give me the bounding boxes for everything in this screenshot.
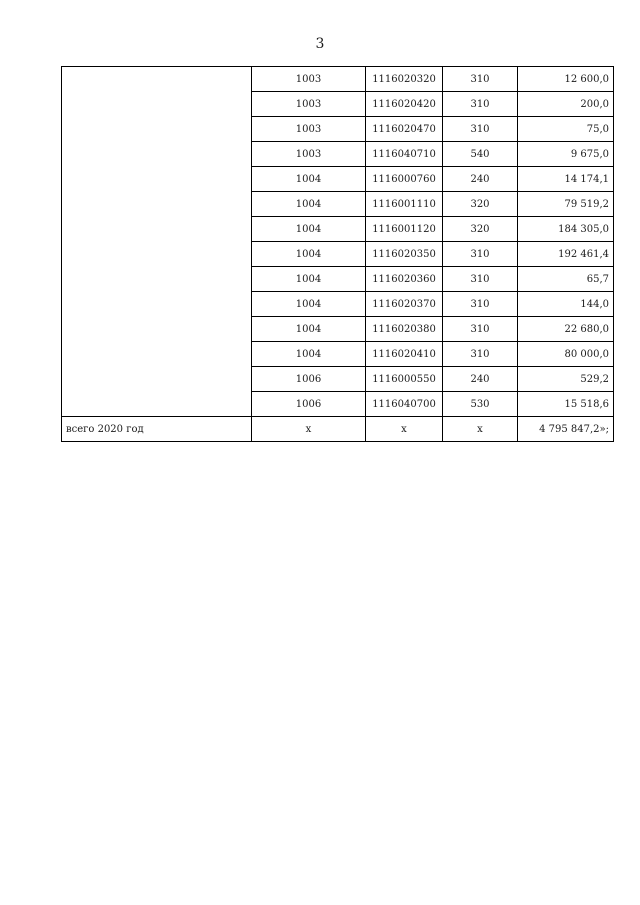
amount-cell: 75,0 xyxy=(518,117,614,142)
section-code-cell: 1004 xyxy=(252,342,366,367)
target-article-cell: 1116040700 xyxy=(366,392,443,417)
target-article-cell: 1116020370 xyxy=(366,292,443,317)
amount-cell: 14 174,1 xyxy=(518,167,614,192)
expense-type-cell: 310 xyxy=(443,242,518,267)
section-code-cell: 1003 xyxy=(252,67,366,92)
target-article-cell: 1116020470 xyxy=(366,117,443,142)
target-article-cell: 1116000760 xyxy=(366,167,443,192)
expense-type-cell: 310 xyxy=(443,267,518,292)
section-code-cell: 1004 xyxy=(252,242,366,267)
amount-cell: 529,2 xyxy=(518,367,614,392)
recipient-name-cell xyxy=(62,67,252,417)
section-code-cell: 1003 xyxy=(252,142,366,167)
page-number: 3 xyxy=(315,36,325,52)
expense-type-cell: 310 xyxy=(443,292,518,317)
amount-cell: 192 461,4 xyxy=(518,242,614,267)
section-code-cell: 1006 xyxy=(252,367,366,392)
target-article-cell: 1116020320 xyxy=(366,67,443,92)
total-expense-type-cell: х xyxy=(443,417,518,442)
expense-type-cell: 530 xyxy=(443,392,518,417)
section-code-cell: 1004 xyxy=(252,267,366,292)
amount-cell: 184 305,0 xyxy=(518,217,614,242)
expense-type-cell: 310 xyxy=(443,342,518,367)
table-body xyxy=(62,67,614,442)
amount-cell: 200,0 xyxy=(518,92,614,117)
total-row xyxy=(62,417,614,442)
target-article-cell: 1116020420 xyxy=(366,92,443,117)
expense-type-cell: 240 xyxy=(443,167,518,192)
total-section-cell: х xyxy=(252,417,366,442)
expense-type-cell: 540 xyxy=(443,142,518,167)
section-code-cell: 1004 xyxy=(252,292,366,317)
amount-cell: 9 675,0 xyxy=(518,142,614,167)
target-article-cell: 1116000550 xyxy=(366,367,443,392)
section-code-cell: 1003 xyxy=(252,117,366,142)
section-code-cell: 1004 xyxy=(252,192,366,217)
amount-cell: 12 600,0 xyxy=(518,67,614,92)
total-article-cell: х xyxy=(366,417,443,442)
amount-cell: 22 680,0 xyxy=(518,317,614,342)
table-row xyxy=(62,67,614,92)
expense-type-cell: 310 xyxy=(443,92,518,117)
target-article-cell: 1116020410 xyxy=(366,342,443,367)
expense-type-cell: 310 xyxy=(443,67,518,92)
total-amount-cell: 4 795 847,2»; xyxy=(518,417,614,442)
amount-cell: 80 000,0 xyxy=(518,342,614,367)
budget-table xyxy=(61,66,614,442)
expense-type-cell: 320 xyxy=(443,217,518,242)
target-article-cell: 1116001110 xyxy=(366,192,443,217)
target-article-cell: 1116020360 xyxy=(366,267,443,292)
target-article-cell: 1116020350 xyxy=(366,242,443,267)
section-code-cell: 1004 xyxy=(252,167,366,192)
expense-type-cell: 320 xyxy=(443,192,518,217)
target-article-cell: 1116001120 xyxy=(366,217,443,242)
target-article-cell: 1116040710 xyxy=(366,142,443,167)
amount-cell: 65,7 xyxy=(518,267,614,292)
section-code-cell: 1006 xyxy=(252,392,366,417)
amount-cell: 79 519,2 xyxy=(518,192,614,217)
expense-type-cell: 240 xyxy=(443,367,518,392)
expense-type-cell: 310 xyxy=(443,317,518,342)
section-code-cell: 1003 xyxy=(252,92,366,117)
section-code-cell: 1004 xyxy=(252,217,366,242)
total-label-cell: всего 2020 год xyxy=(62,417,252,442)
target-article-cell: 1116020380 xyxy=(366,317,443,342)
amount-cell: 15 518,6 xyxy=(518,392,614,417)
amount-cell: 144,0 xyxy=(518,292,614,317)
expense-type-cell: 310 xyxy=(443,117,518,142)
section-code-cell: 1004 xyxy=(252,317,366,342)
